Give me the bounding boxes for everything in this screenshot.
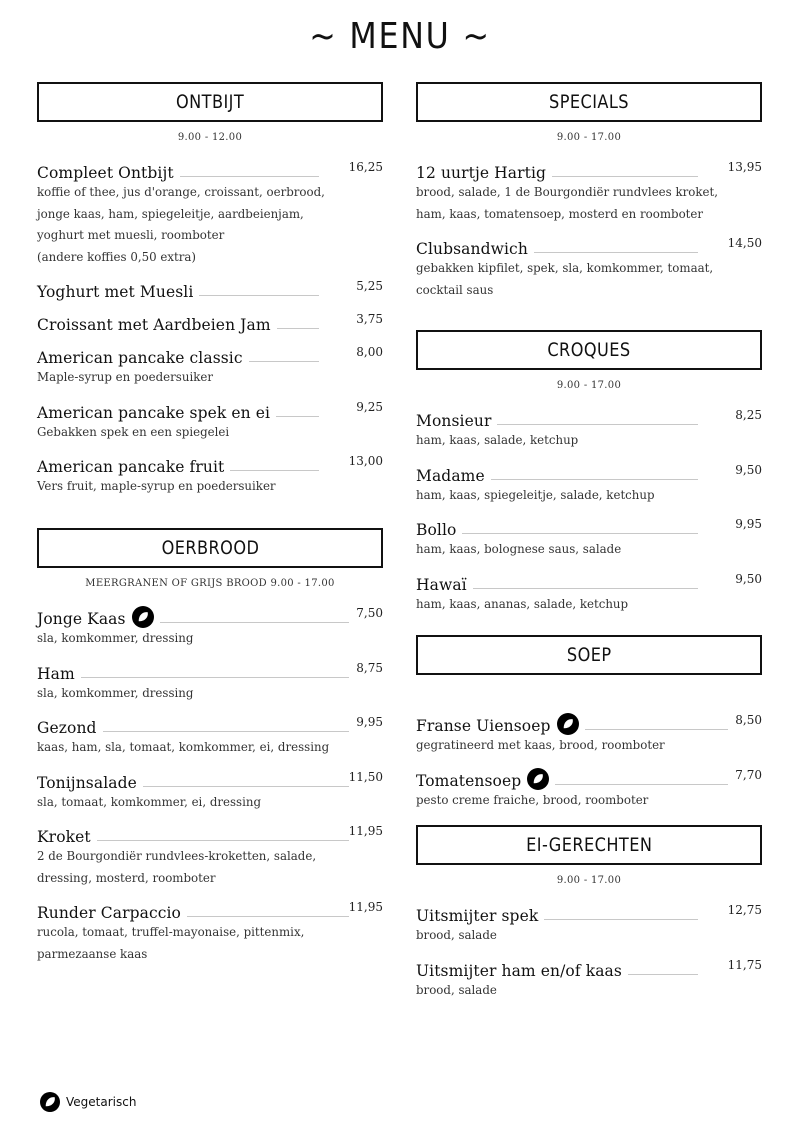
menu-item (416, 236, 762, 301)
menu-item (37, 454, 383, 498)
item-price: 11,50 (348, 769, 383, 784)
item-name: Runder Carpaccio (37, 904, 181, 922)
leader-line (585, 729, 729, 730)
item-name: Ham (37, 664, 75, 683)
leader-line (103, 731, 349, 732)
menu-item (37, 900, 383, 965)
menu-item (416, 463, 762, 507)
item-name: Clubsandwich (416, 240, 528, 258)
item-description: kaas, ham, sla, tomaat, komkommer, ei, dressing (37, 740, 330, 754)
leader-line (534, 252, 698, 253)
menu-item (37, 770, 383, 814)
item-description: gebakken kipfilet, spek, sla, komkommer, tomaat, (416, 261, 714, 275)
menu-item (37, 160, 383, 268)
leader-line (81, 677, 349, 678)
item-price: 5,25 (356, 279, 383, 293)
section-heading: OERBROOD (37, 528, 383, 568)
menu-item (416, 572, 762, 616)
item-description: brood, salade (416, 928, 497, 942)
leader-line (249, 361, 319, 362)
section-heading: SOEP (416, 635, 762, 675)
menu-item (37, 824, 383, 889)
item-price: 8,25 (735, 408, 762, 422)
section-ontbijt (37, 82, 383, 528)
item-description: cocktail saus (416, 282, 494, 297)
legend (40, 1092, 136, 1112)
section-soep (416, 635, 762, 825)
menu-item (416, 713, 762, 757)
menu-item (37, 279, 383, 301)
section-hours: 9.00 - 17.00 (556, 875, 622, 886)
item-description: 2 de Bourgondiër rundvlees-kroketten, salade, (37, 849, 317, 863)
item-name: Tonijnsalade (37, 773, 137, 792)
item-description: Vers fruit, maple-syrup en poedersuiker (37, 479, 276, 493)
menu-item (416, 408, 762, 452)
menu-item (416, 903, 762, 947)
item-description: sla, tomaat, komkommer, ei, dressing (37, 794, 262, 809)
item-name: Compleet Ontbijt (37, 164, 174, 182)
section-hours: 9.00 - 12.00 (177, 132, 243, 143)
item-price: 11,95 (348, 900, 383, 914)
section-heading: SPECIALS (416, 82, 762, 122)
menu-item (416, 517, 762, 561)
section-hours: MEERGRANEN OF GRIJS BROOD 9.00 - 17.00 (85, 578, 335, 589)
item-price: 8,50 (735, 713, 762, 727)
menu-items (416, 903, 762, 1001)
leader-line (473, 588, 698, 589)
menu-item (37, 400, 383, 444)
item-price: 9,50 (735, 462, 762, 477)
leaf-icon (527, 768, 549, 790)
leader-line (277, 328, 319, 329)
item-description: brood, salade, 1 de Bourgondiër rundvlees kroket, (416, 185, 718, 199)
legend-label: Vegetarisch (66, 1095, 137, 1109)
item-price: 13,00 (348, 454, 383, 468)
menu-item (416, 958, 762, 1002)
item-name: American pancake spek en ei (37, 403, 271, 422)
item-name: Uitsmijter ham en/of kaas (416, 961, 622, 980)
section-ei-gerechten (416, 825, 762, 1001)
section-oerbrood (37, 528, 383, 965)
item-description: rucola, tomaat, truffel-mayonaise, pittenmix, (37, 925, 305, 939)
menu-title: ~ MENU ~ (309, 16, 491, 57)
item-description: ham, kaas, salade, ketchup (416, 433, 579, 447)
item-name: Jonge Kaas (37, 610, 126, 628)
item-description: sla, komkommer, dressing (37, 685, 194, 700)
leader-line (462, 533, 698, 534)
item-description: pesto creme fraiche, brood, roomboter (416, 792, 649, 807)
menu-items (416, 160, 762, 301)
menu-item (37, 661, 383, 705)
leader-line (230, 470, 319, 471)
leaf-icon (557, 713, 579, 735)
item-description: sla, komkommer, dressing (37, 631, 194, 645)
item-name: Uitsmijter spek (416, 907, 539, 925)
item-name: American pancake classic (37, 349, 243, 367)
menu-item (37, 312, 383, 334)
item-price: 3,75 (356, 312, 383, 326)
menu-item (37, 715, 383, 759)
section-specials (416, 82, 762, 330)
item-description: gegratineerd met kaas, brood, roomboter (416, 738, 665, 752)
item-name: Bollo (416, 521, 457, 539)
item-description: brood, salade (416, 982, 497, 997)
item-description: dressing, mosterd, roomboter (37, 870, 216, 885)
item-name: Franse Uiensoep (416, 717, 551, 735)
menu-items (416, 713, 762, 811)
leader-line (555, 784, 728, 785)
item-description: ham, kaas, spiegeleitje, salade, ketchup (416, 487, 655, 502)
leader-line (160, 622, 349, 623)
menu-items (37, 606, 383, 965)
item-price: 7,70 (735, 767, 762, 782)
item-price: 14,50 (727, 236, 762, 250)
item-price: 13,95 (727, 160, 762, 174)
item-price: 9,95 (735, 517, 762, 531)
item-description: yoghurt met muesli, roomboter (37, 228, 225, 242)
section-heading: ONTBIJT (37, 82, 383, 122)
item-description: ham, kaas, tomatensoep, mosterd en roomboter (416, 206, 704, 221)
leader-line (497, 424, 698, 425)
menu-item (37, 345, 383, 389)
item-description: ham, kaas, ananas, salade, ketchup (416, 596, 629, 611)
item-price: 8,75 (356, 660, 383, 675)
section-hours: 9.00 - 17.00 (556, 132, 622, 143)
leader-line (143, 786, 349, 787)
right-column (416, 82, 762, 1012)
item-price: 11,95 (348, 824, 383, 838)
item-name: 12 uurtje Hartig (416, 164, 547, 182)
leader-line (628, 974, 698, 975)
leaf-icon (132, 606, 154, 628)
item-price: 7,50 (356, 606, 383, 620)
leaf-icon (40, 1092, 60, 1112)
leader-line (491, 479, 698, 480)
section-hours: 9.00 - 17.00 (556, 380, 622, 391)
leader-line (552, 176, 698, 177)
item-description: Maple-syrup en poedersuiker (37, 370, 213, 384)
item-price: 9,95 (356, 715, 383, 729)
item-price: 9,25 (356, 399, 383, 414)
menu-item (416, 768, 762, 812)
section-heading: CROQUES (416, 330, 762, 370)
item-description: (andere koffies 0,50 extra) (37, 249, 196, 264)
menu-items (416, 408, 762, 615)
left-column (37, 82, 383, 976)
item-name: Croissant met Aardbeien Jam (37, 316, 271, 334)
leader-line (199, 295, 319, 296)
item-name: Tomatensoep (416, 771, 522, 790)
menu-items (37, 160, 383, 498)
item-description: Gebakken spek en een spiegelei (37, 424, 230, 439)
leader-line (544, 919, 698, 920)
item-description: parmezaanse kaas (37, 946, 148, 961)
item-name: Hawaï (416, 575, 467, 594)
leader-line (187, 916, 349, 917)
item-description: ham, kaas, bolognese saus, salade (416, 542, 622, 556)
item-price: 12,75 (727, 903, 762, 917)
item-price: 16,25 (348, 160, 383, 174)
item-name: Kroket (37, 828, 91, 846)
section-croques (416, 330, 762, 635)
menu-item (37, 606, 383, 650)
leader-line (97, 840, 349, 841)
item-name: Gezond (37, 719, 97, 737)
menu-item (416, 160, 762, 225)
item-price: 9,50 (735, 571, 762, 586)
section-heading: EI-GERECHTEN (416, 825, 762, 865)
item-description: koffie of thee, jus d'orange, croissant, oerbrood, (37, 185, 325, 199)
item-name: American pancake fruit (37, 458, 225, 476)
item-name: Madame (416, 466, 485, 485)
leader-line (180, 176, 319, 177)
item-price: 11,75 (727, 957, 762, 972)
item-name: Yoghurt met Muesli (37, 283, 194, 301)
section-hours (416, 685, 762, 699)
leader-line (276, 416, 319, 417)
item-name: Monsieur (416, 412, 492, 430)
item-description: jonge kaas, ham, spiegeleitje, aardbeienjam, (37, 206, 304, 221)
item-price: 8,00 (356, 345, 383, 359)
